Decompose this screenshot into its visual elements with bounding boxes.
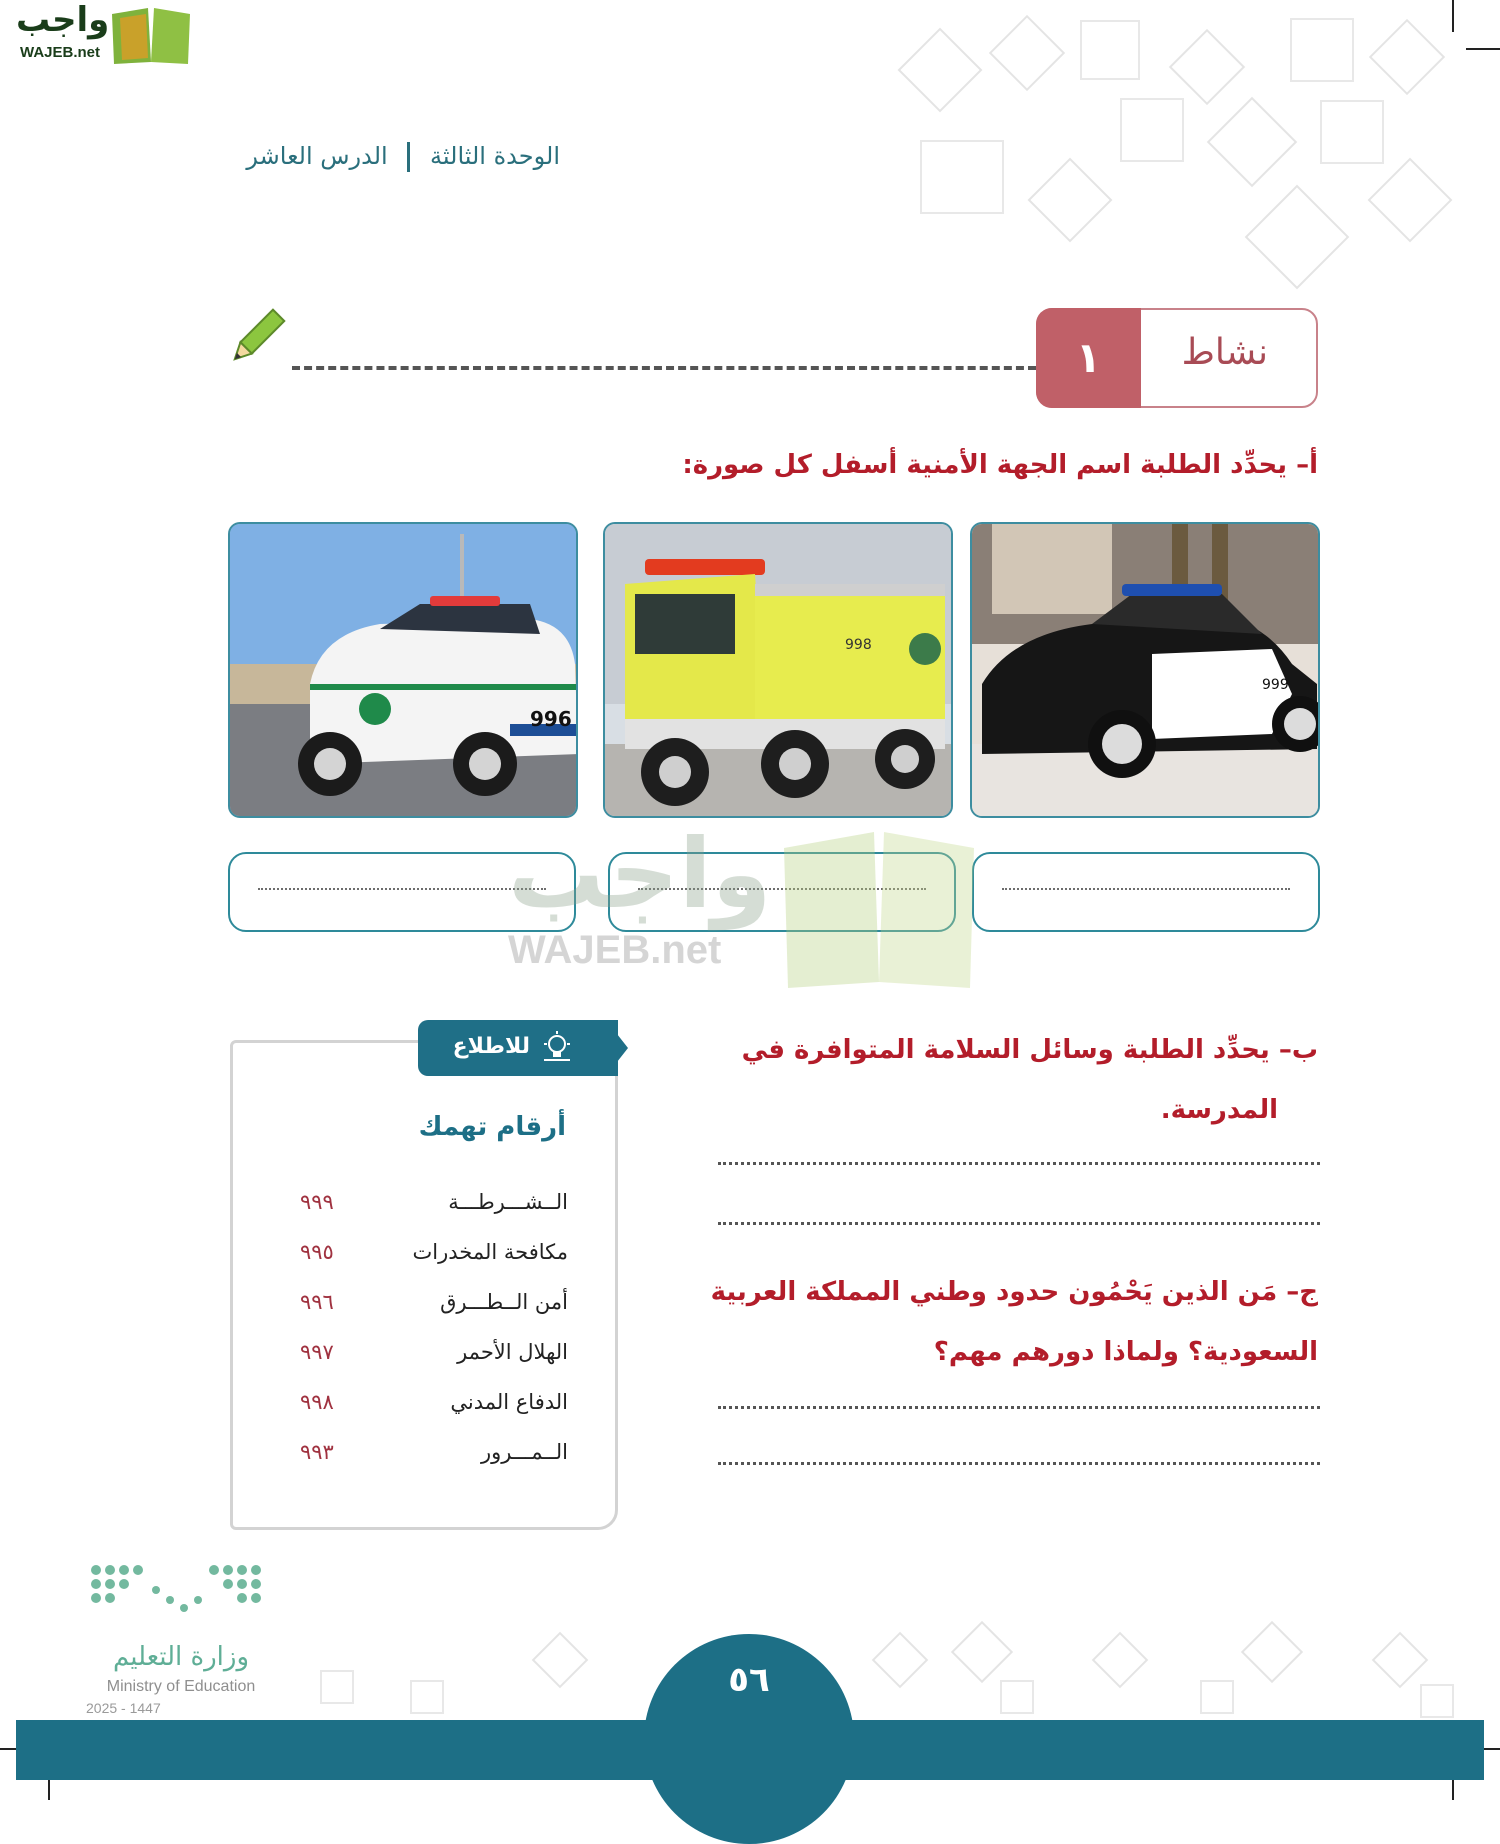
activity-title: نشاط	[1181, 332, 1268, 373]
question-b	[742, 1020, 1318, 1140]
activity-number: ١	[1036, 308, 1141, 408]
number-row-value: ٩٩٣	[300, 1440, 334, 1464]
question-a-prefix: أ–	[1296, 450, 1318, 480]
number-row	[300, 1440, 568, 1476]
header-breadcrumb	[246, 142, 560, 172]
number-row-label: مكافحة المخدرات	[412, 1240, 568, 1264]
photo-fire-truck	[603, 522, 953, 818]
info-badge-arrow	[606, 1020, 628, 1076]
photo-police-car	[970, 522, 1320, 818]
number-row-label: الــشـــرطـــة	[448, 1190, 568, 1214]
watermark-book-icon	[774, 818, 984, 988]
question-b-line1: يحدِّد الطلبة وسائل السلامة المتوافرة في	[741, 1035, 1270, 1065]
answer-line-b2[interactable]	[718, 1222, 1320, 1225]
wajeb-logo	[8, 0, 188, 66]
question-a-text: يحدِّد الطلبة اسم الجهة الأمنية أسفل كل صورة:	[682, 450, 1288, 480]
number-row-label: الهلال الأحمر	[457, 1340, 568, 1364]
answer-line-c1[interactable]	[718, 1406, 1320, 1409]
pencil-icon	[226, 306, 286, 370]
police-plate-number: 999	[1262, 677, 1289, 693]
number-row	[300, 1290, 568, 1326]
question-c-line1: مَن الذين يَحْمُون حدود وطني المملكة العربية	[710, 1277, 1278, 1307]
crop-mark	[1452, 0, 1454, 32]
fire-truck-illustration	[605, 524, 953, 818]
info-badge-label: للاطلاع	[452, 1034, 530, 1059]
info-badge	[418, 1020, 618, 1076]
ministry-name-ar: وزارة التعليم	[112, 1642, 250, 1672]
question-c-prefix: ج–	[1286, 1277, 1318, 1307]
logo-text-en: WAJEB.net	[20, 44, 101, 61]
footer-bar	[16, 1720, 1484, 1780]
logo-text-ar: واجب	[16, 0, 110, 40]
number-row	[300, 1240, 568, 1276]
question-b-line2: المدرسة.	[1160, 1095, 1278, 1125]
number-row-value: ٩٩٩	[300, 1190, 334, 1214]
photo-border-patrol	[228, 522, 578, 818]
answer-line-c2[interactable]	[718, 1462, 1320, 1465]
number-row-label: الــمـــرور	[480, 1440, 568, 1464]
border-suv-illustration	[230, 524, 578, 818]
header-lesson: الدرس العاشر	[246, 142, 388, 170]
ministry-logo	[86, 1560, 276, 1730]
question-a	[682, 450, 1318, 480]
number-row-value: ٩٩٧	[300, 1340, 334, 1364]
book-icon	[108, 4, 194, 66]
wajeb-watermark	[508, 818, 1008, 988]
header-unit: الوحدة الثالثة	[430, 142, 560, 170]
number-row	[300, 1390, 568, 1426]
crop-mark	[1466, 48, 1500, 50]
lightbulb-icon	[540, 1030, 574, 1064]
fire-truck-plate-number: 998	[845, 637, 872, 653]
watermark-text-ar: واجب	[508, 818, 772, 930]
number-row	[300, 1340, 568, 1376]
answer-line-b1[interactable]	[718, 1162, 1320, 1165]
ministry-name-en: Ministry of Education	[106, 1678, 256, 1695]
number-row	[300, 1190, 568, 1226]
question-c	[711, 1262, 1318, 1382]
info-title: أرقام تهمك	[418, 1112, 566, 1142]
number-row-value: ٩٩٨	[300, 1390, 334, 1414]
number-row-label: أمن الــطـــرق	[440, 1290, 568, 1314]
police-car-illustration	[972, 524, 1320, 818]
question-c-line2: السعودية؟ ولماذا دورهم مهم؟	[933, 1337, 1318, 1367]
number-row-value: ٩٩٦	[300, 1290, 334, 1314]
header-separator	[407, 142, 410, 172]
answer-box-police[interactable]	[972, 852, 1320, 932]
border-plate-number: 996	[530, 707, 572, 731]
number-row-label: الدفاع المدني	[450, 1390, 568, 1414]
ministry-year: 2025 - 1447	[86, 1700, 161, 1716]
dashed-divider	[292, 366, 1036, 370]
number-row-value: ٩٩٥	[300, 1240, 334, 1264]
question-b-prefix: ب–	[1278, 1035, 1318, 1065]
page-number: ٥٦	[728, 1660, 770, 1700]
watermark-text-en: WAJEB.net	[508, 928, 722, 972]
ministry-dots-icon	[86, 1560, 276, 1636]
